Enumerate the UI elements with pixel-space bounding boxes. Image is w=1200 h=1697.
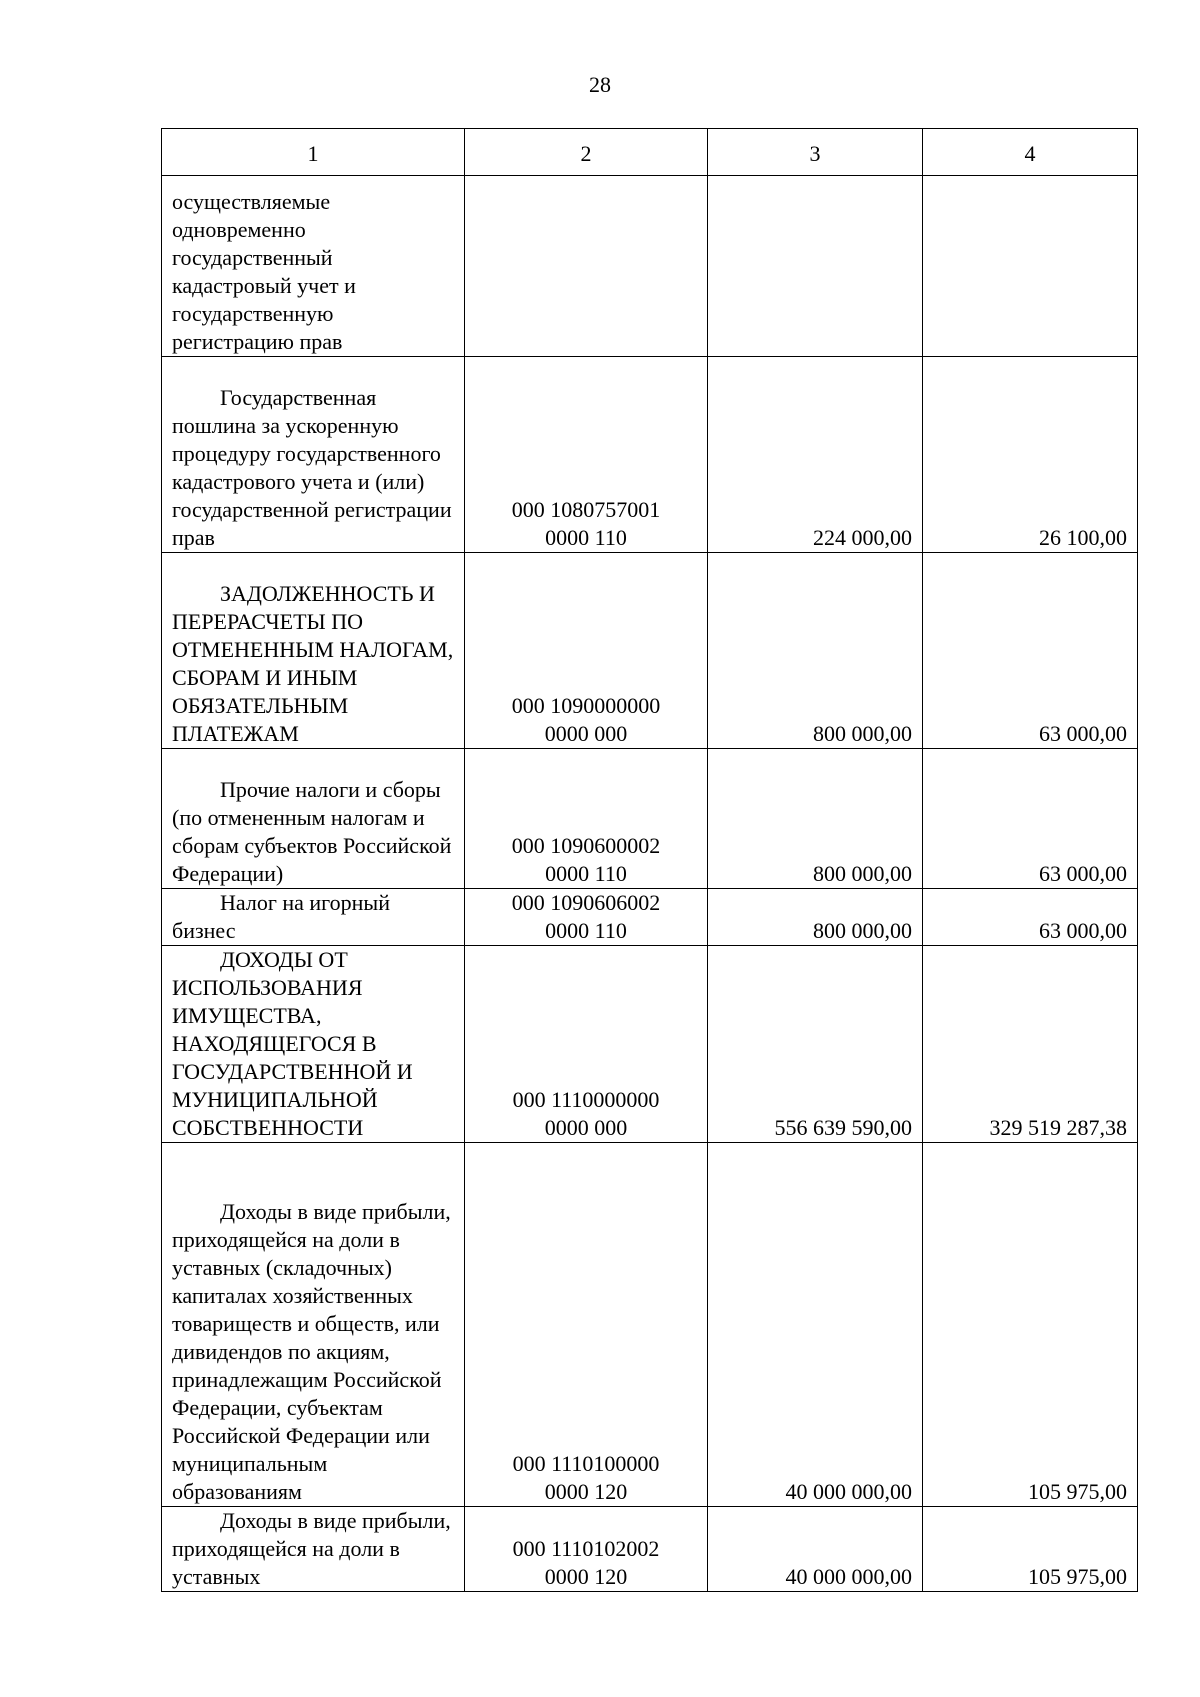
row-name-cell: [162, 946, 465, 1143]
row-col3-value: [708, 176, 923, 357]
row-col4-value: 63 000,00: [923, 749, 1138, 889]
table-row: [162, 749, 1138, 889]
column-header-1: 1: [162, 129, 465, 176]
row-col3-value: 40 000 000,00: [708, 1143, 923, 1507]
row-col3-value: 224 000,00: [708, 357, 923, 553]
row-col4-value: 329 519 287,38: [923, 946, 1138, 1143]
column-header-3: 3: [708, 129, 923, 176]
row-name-cell: [162, 553, 465, 749]
row-col4-value: [923, 176, 1138, 357]
column-header-2: 2: [465, 129, 708, 176]
row-name-cell: [162, 889, 465, 946]
row-name-cell: [162, 1143, 465, 1507]
row-code: [465, 176, 708, 357]
row-col4-value: 63 000,00: [923, 553, 1138, 749]
row-name: Прочие налоги и сборы (по отмененным налогам и сборам субъектов Российской Федерации): [172, 777, 452, 886]
page-number: 28: [589, 72, 611, 97]
row-code: 000 1090600002 0000 110: [465, 749, 708, 889]
table-row: [162, 357, 1138, 553]
row-code: 000 1090000000 0000 000: [465, 553, 708, 749]
row-col4-value: 105 975,00: [923, 1507, 1138, 1592]
row-name: Доходы в виде прибыли, приходящейся на доли в уставных: [172, 1508, 451, 1589]
row-code: 000 1110100000 0000 120: [465, 1143, 708, 1507]
row-name-cell: [162, 357, 465, 553]
row-col3-value: 556 639 590,00: [708, 946, 923, 1143]
row-name: Доходы в виде прибыли, приходящейся на доли в уставных (складочных) капиталах хозяйственных товариществ и обществ, или дивидендов по акциям, принадлежащим Российской Федерации, субъектам Российской Федерации или муниципальным образованиям: [172, 1199, 451, 1504]
table-row: [162, 1507, 1138, 1592]
table-row: [162, 946, 1138, 1143]
row-name: осуществляемые одновременно государственный кадастровый учет и государственную регистрацию прав: [172, 189, 356, 354]
table-row: [162, 176, 1138, 357]
row-col4-value: 105 975,00: [923, 1143, 1138, 1507]
row-col3-value: 40 000 000,00: [708, 1507, 923, 1592]
row-col4-value: 26 100,00: [923, 357, 1138, 553]
revenue-table: [161, 128, 1138, 1592]
row-name-cell: [162, 749, 465, 889]
row-code: 000 1090606002 0000 110: [465, 889, 708, 946]
row-col3-value: 800 000,00: [708, 889, 923, 946]
row-col3-value: 800 000,00: [708, 749, 923, 889]
table-row: [162, 889, 1138, 946]
row-name-cell: [162, 176, 465, 357]
row-name: ДОХОДЫ ОТ ИСПОЛЬЗОВАНИЯ ИМУЩЕСТВА, НАХОДЯЩЕГОСЯ В ГОСУДАРСТВЕННОЙ И МУНИЦИПАЛЬНОЙ СОБСТВЕННОСТИ: [172, 947, 413, 1140]
row-name: Налог на игорный бизнес: [172, 890, 390, 943]
table-row: [162, 1143, 1138, 1507]
table-row: [162, 553, 1138, 749]
row-name: Государственная пошлина за ускоренную процедуру государственного кадастрового учета и (или) государственной регистрации прав: [172, 385, 452, 550]
row-name-cell: [162, 1507, 465, 1592]
row-name: ЗАДОЛЖЕННОСТЬ И ПЕРЕРАСЧЕТЫ ПО ОТМЕНЕННЫМ НАЛОГАМ, СБОРАМ И ИНЫМ ОБЯЗАТЕЛЬНЫМ ПЛАТЕЖАМ: [172, 581, 454, 746]
row-code: 000 1110000000 0000 000: [465, 946, 708, 1143]
row-col4-value: 63 000,00: [923, 889, 1138, 946]
table-header-row: [162, 129, 1138, 176]
row-code: 000 1110102002 0000 120: [465, 1507, 708, 1592]
column-header-4: 4: [923, 129, 1138, 176]
row-code: 000 1080757001 0000 110: [465, 357, 708, 553]
row-col3-value: 800 000,00: [708, 553, 923, 749]
